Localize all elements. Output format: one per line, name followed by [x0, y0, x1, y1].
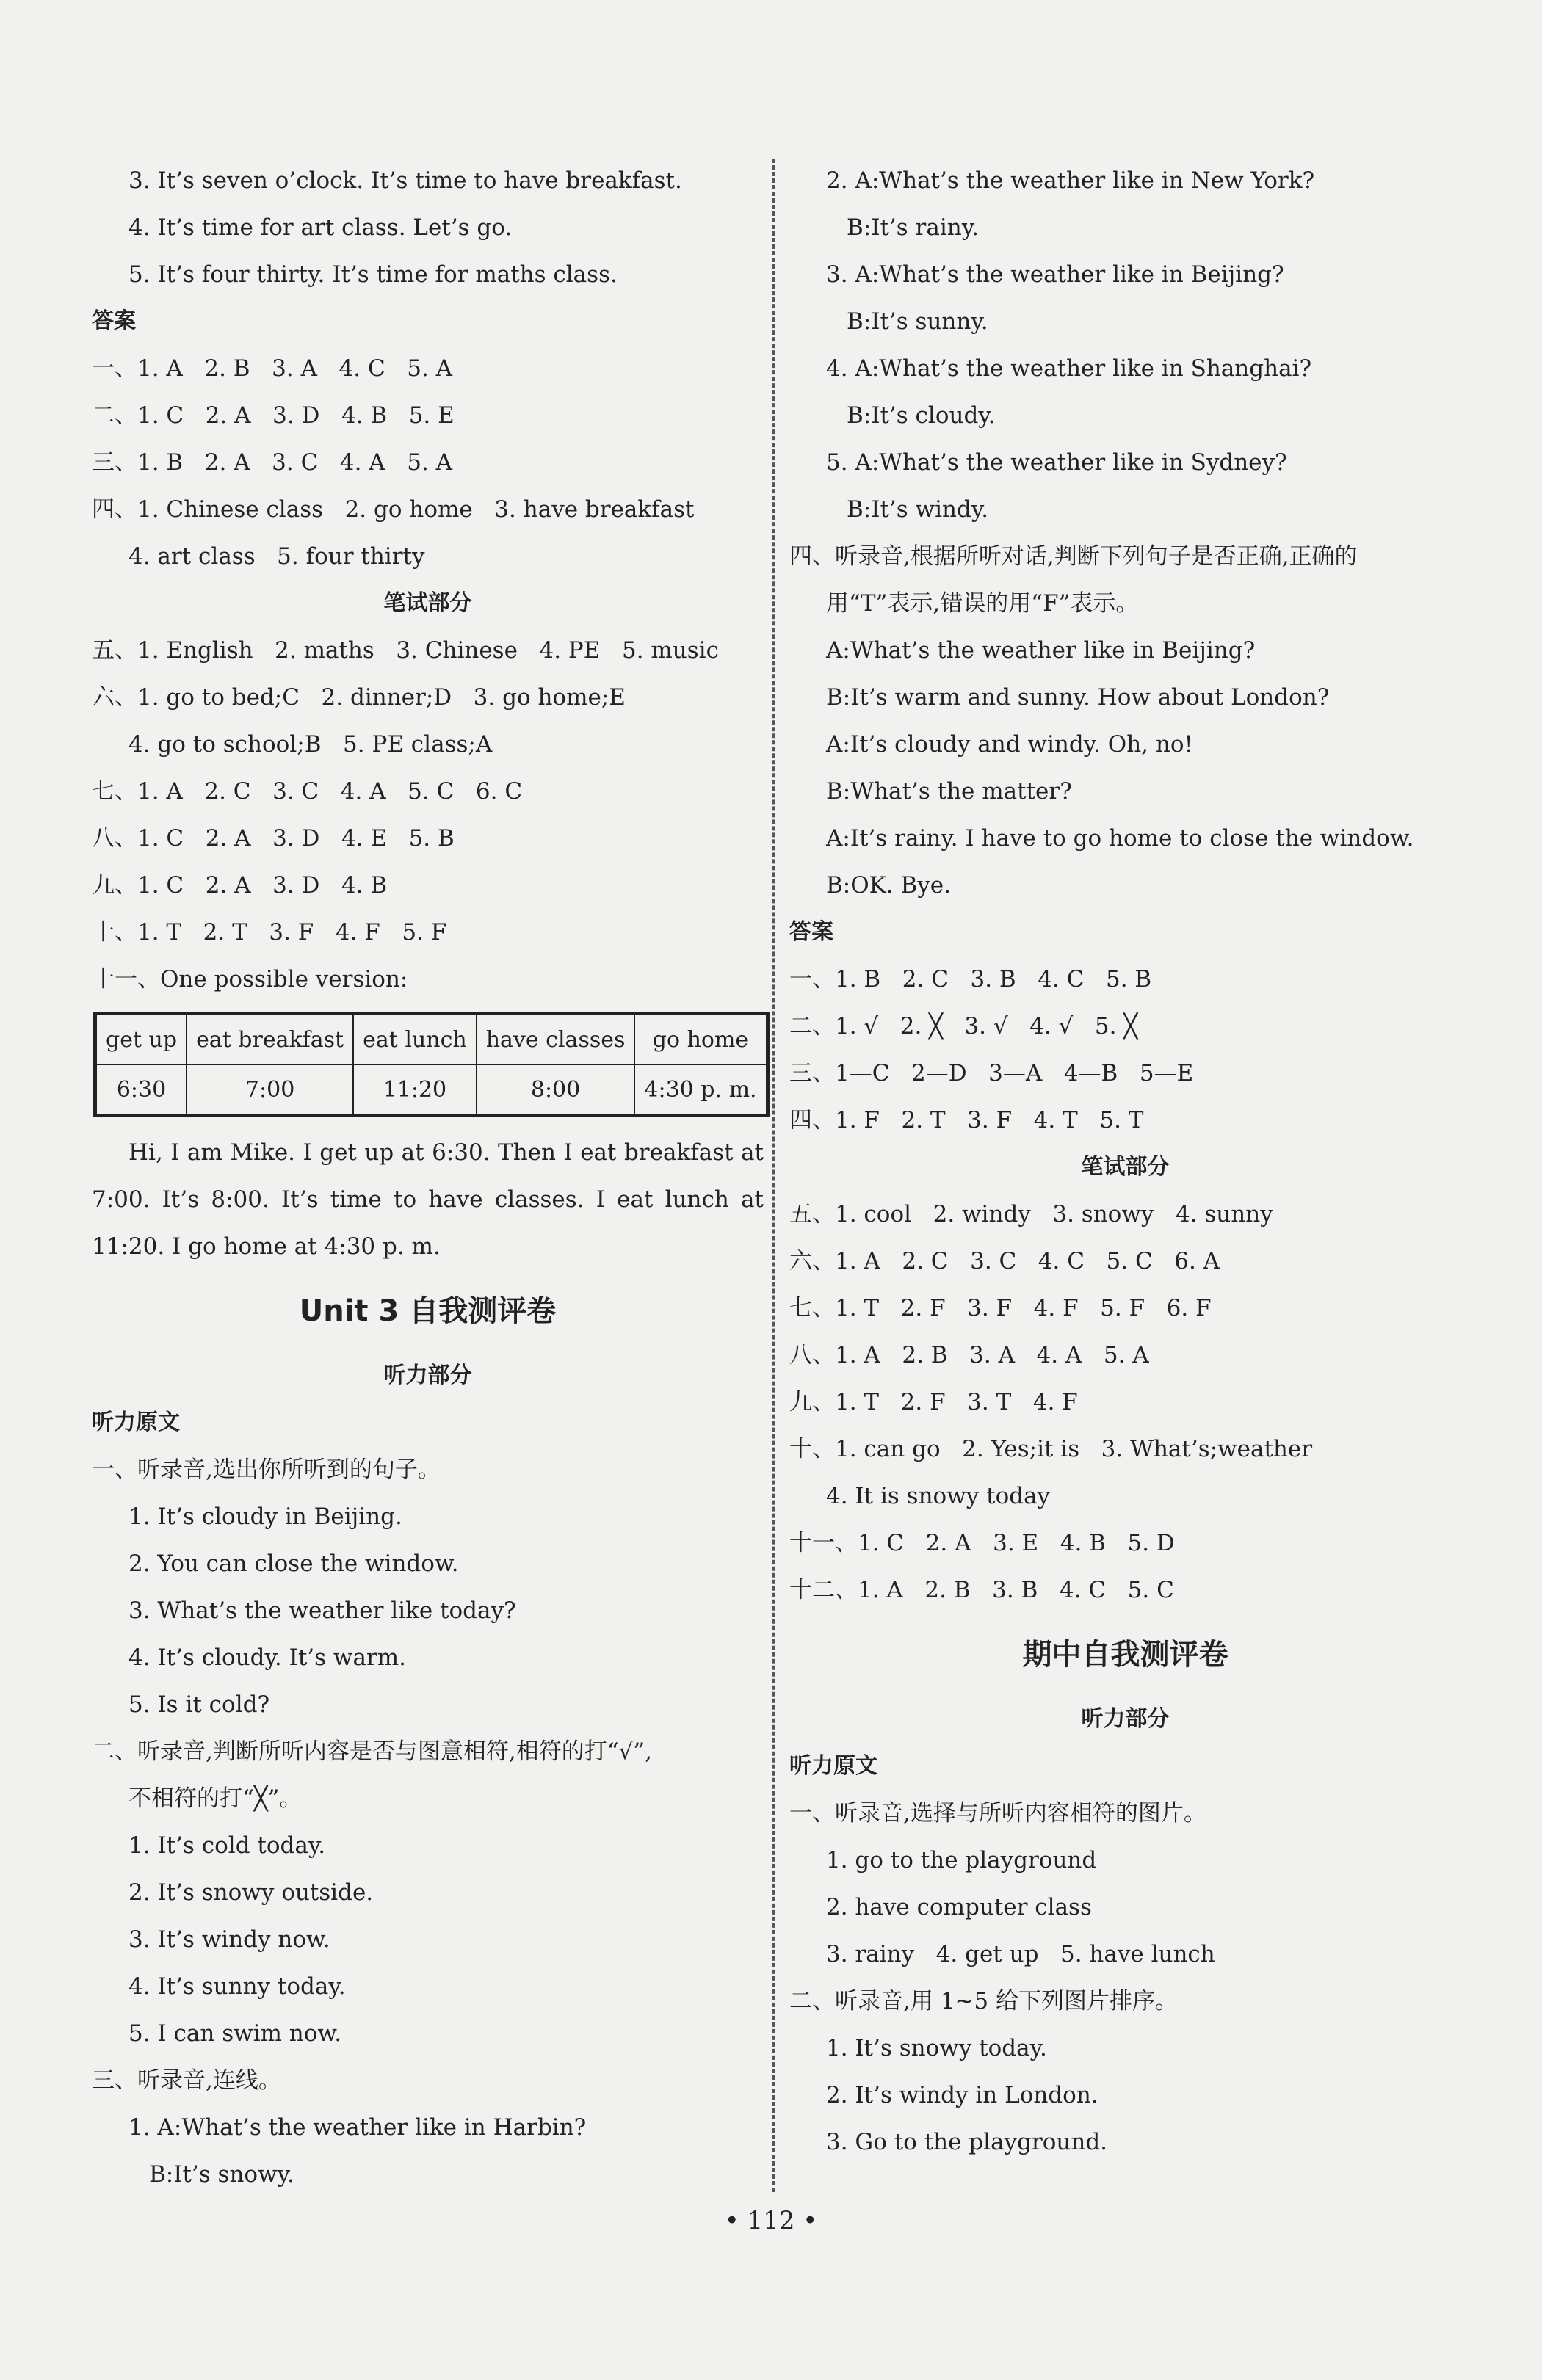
answer-line: 十、1. T 2. T 3. F 4. F 5. F [92, 919, 447, 946]
answer-line: 4. go to school;B 5. PE class;A [128, 731, 493, 758]
listening-heading: 听力部分 [383, 1363, 472, 1388]
column-divider [772, 159, 775, 2192]
text-line: B:It’s cloudy. [847, 402, 996, 429]
text-line: 3. Go to the playground. [826, 2129, 1108, 2155]
answer-line: 三、1—C 2—D 3—A 4—B 5—E [789, 1060, 1194, 1086]
answer-line: 九、1. C 2. A 3. D 4. B [92, 872, 388, 899]
text-line: 2. It’s windy in London. [826, 2082, 1098, 2108]
listening-heading: 听力部分 [1081, 1706, 1170, 1732]
text-line: 3. rainy 4. get up 5. have lunch [826, 1941, 1215, 1967]
question-title: 二、听录音,用 1~5 给下列图片排序。 [789, 1988, 1178, 2014]
answer-line: 五、1. cool 2. windy 3. snowy 4. sunny [789, 1201, 1273, 1227]
text-line: 2. You can close the window. [128, 1550, 459, 1577]
table-header-cell: eat lunch [353, 1014, 477, 1065]
answer-line: 五、1. English 2. maths 3. Chinese 4. PE 5. music [92, 637, 719, 664]
answer-heading: 答案 [92, 308, 136, 334]
text-line: 5. A:What’s the weather like in Sydney? [826, 449, 1287, 476]
right-column [789, 157, 1461, 2166]
unit-title: Unit 3 自我测评卷 [299, 1294, 557, 1328]
text-line: 1. It’s cold today. [128, 1832, 326, 1859]
essay-line: 7:00. It’s 8:00. It’s time to have classes. I eat lunch at [92, 1186, 764, 1213]
question-title: 一、听录音,选择与所听内容相符的图片。 [789, 1800, 1206, 1826]
table-cell: 11:20 [353, 1064, 477, 1116]
text-line: 1. It’s cloudy in Beijing. [128, 1503, 402, 1530]
text-line: 5. It’s four thirty. It’s time for maths class. [128, 261, 618, 288]
table-row [95, 1064, 768, 1116]
table-cell: 6:30 [95, 1064, 187, 1116]
text-line: 5. I can swim now. [128, 2020, 342, 2047]
table-header-row [95, 1014, 768, 1065]
answer-line: 九、1. T 2. F 3. T 4. F [789, 1389, 1078, 1415]
question-title-cont: 不相符的打“╳”。 [128, 1785, 303, 1812]
text-line: 2. have computer class [826, 1894, 1092, 1920]
answer-line: 十、1. can go 2. Yes;it is 3. What’s;weather [789, 1436, 1313, 1462]
script-heading: 听力原文 [789, 1753, 877, 1779]
table-cell: 7:00 [187, 1064, 353, 1116]
dialogue-line: B:OK. Bye. [826, 872, 952, 899]
table-cell: 4:30 p. m. [634, 1064, 767, 1116]
script-heading: 听力原文 [92, 1410, 180, 1435]
text-line: 4. It’s sunny today. [128, 1973, 346, 2000]
answer-line: 一、1. A 2. B 3. A 4. C 5. A [92, 355, 453, 382]
left-column [92, 157, 764, 2198]
text-line: 1. A:What’s the weather like in Harbin? [128, 2114, 587, 2141]
text-line: B:It’s snowy. [149, 2161, 294, 2188]
answer-line: 六、1. A 2. C 3. C 4. C 5. C 6. A [789, 1248, 1220, 1274]
essay-line: Hi, I am Mike. I get up at 6:30. Then I eat breakfast at [128, 1139, 764, 1166]
answer-line: 三、1. B 2. A 3. C 4. A 5. A [92, 449, 453, 476]
answer-line: 六、1. go to bed;C 2. dinner;D 3. go home;E [92, 684, 626, 711]
text-line: 5. Is it cold? [128, 1691, 270, 1718]
answer-line: 十一、One possible version: [92, 966, 408, 993]
text-line: 3. What’s the weather like today? [128, 1597, 516, 1624]
written-heading: 笔试部分 [1081, 1154, 1170, 1180]
midterm-title: 期中自我测评卷 [1022, 1638, 1228, 1672]
text-line: 2. A:What’s the weather like in New York? [826, 167, 1315, 194]
text-line: 4. It’s cloudy. It’s warm. [128, 1644, 407, 1671]
question-title-cont: 用“T”表示,错误的用“F”表示。 [826, 590, 1139, 617]
answer-line: 十一、1. C 2. A 3. E 4. B 5. D [789, 1530, 1175, 1556]
dialogue-line: B:It’s warm and sunny. How about London? [826, 684, 1330, 711]
answer-line: 十二、1. A 2. B 3. B 4. C 5. C [789, 1577, 1174, 1603]
text-line: 3. A:What’s the weather like in Beijing? [826, 261, 1284, 288]
question-title: 四、听录音,根据所听对话,判断下列句子是否正确,正确的 [789, 543, 1358, 570]
text-line: 1. go to the playground [826, 1847, 1097, 1873]
dialogue-line: A:It’s cloudy and windy. Oh, no! [826, 731, 1193, 758]
text-line: 1. It’s snowy today. [826, 2035, 1047, 2061]
answer-line: 八、1. C 2. A 3. D 4. E 5. B [92, 825, 455, 852]
text-line: B:It’s rainy. [847, 214, 979, 241]
page-number: • 112 • [724, 2206, 818, 2235]
table-header-cell: have classes [477, 1014, 635, 1065]
answer-line: 七、1. T 2. F 3. F 4. F 5. F 6. F [789, 1295, 1212, 1321]
table-header-cell: eat breakfast [187, 1014, 353, 1065]
table-header-cell: get up [95, 1014, 187, 1065]
question-title: 一、听录音,选出你所听到的句子。 [92, 1456, 441, 1483]
table-header-cell: go home [634, 1014, 767, 1065]
answer-line: 八、1. A 2. B 3. A 4. A 5. A [789, 1342, 1149, 1368]
answer-line: 一、1. B 2. C 3. B 4. C 5. B [789, 966, 1152, 993]
schedule-table [93, 1012, 770, 1117]
written-heading: 笔试部分 [383, 590, 472, 616]
dialogue-line: B:What’s the matter? [826, 778, 1072, 805]
dialogue-line: A:What’s the weather like in Beijing? [826, 637, 1256, 664]
answer-line: 4. art class 5. four thirty [128, 543, 425, 570]
text-line: 4. It’s time for art class. Let’s go. [128, 214, 513, 241]
answer-line: 七、1. A 2. C 3. C 4. A 5. C 6. C [92, 778, 523, 805]
answer-line: 二、1. √ 2. ╳ 3. √ 4. √ 5. ╳ [789, 1013, 1137, 1040]
answer-line: 4. It is snowy today [826, 1483, 1051, 1509]
essay-line: 11:20. I go home at 4:30 p. m. [92, 1233, 441, 1260]
text-line: 3. It’s seven o’clock. It’s time to have breakfast. [128, 167, 682, 194]
text-line: B:It’s windy. [847, 496, 989, 523]
answer-line: 四、1. F 2. T 3. F 4. T 5. T [789, 1107, 1144, 1133]
dialogue-line: A:It’s rainy. I have to go home to close the window. [826, 825, 1414, 852]
answer-line: 二、1. C 2. A 3. D 4. B 5. E [92, 402, 455, 429]
answer-heading: 答案 [789, 919, 833, 945]
text-line: 4. A:What’s the weather like in Shanghai? [826, 355, 1312, 382]
table-cell: 8:00 [477, 1064, 635, 1116]
text-line: B:It’s sunny. [847, 308, 988, 335]
text-line: 3. It’s windy now. [128, 1926, 330, 1953]
question-title: 二、听录音,判断所听内容是否与图意相符,相符的打“√”, [92, 1738, 653, 1765]
question-title: 三、听录音,连线。 [92, 2067, 281, 2094]
text-line: 2. It’s snowy outside. [128, 1879, 374, 1906]
answer-line: 四、1. Chinese class 2. go home 3. have breakfast [92, 496, 695, 523]
